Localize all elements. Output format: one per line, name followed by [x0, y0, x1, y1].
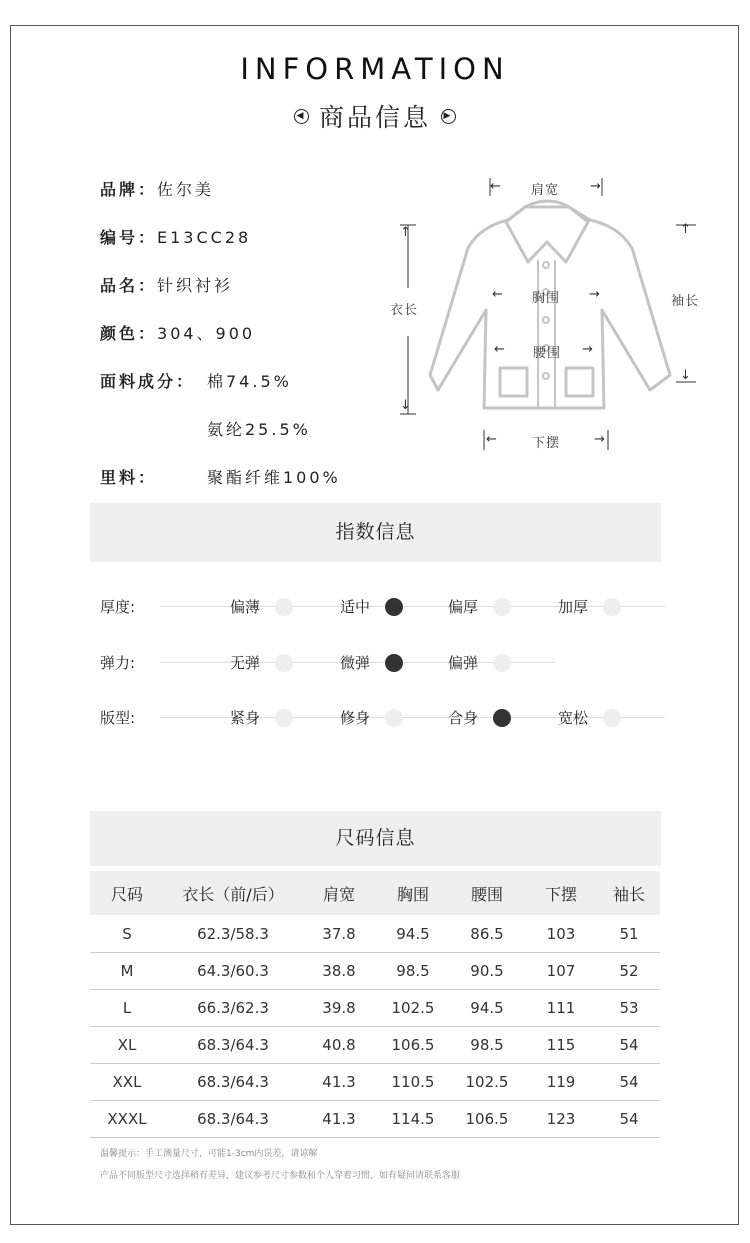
note-measurement: 温馨提示：手工测量尺寸，可能1-3cm内误差，请谅解 [100, 1149, 318, 1159]
info-name-value: 针织衬衫 [157, 276, 234, 295]
size-cell: 53 [598, 990, 660, 1027]
index-option: 合身 [448, 709, 479, 727]
index-option: 偏薄 [230, 598, 261, 616]
size-cell: 54 [598, 1101, 660, 1138]
size-cell: 62.3/58.3 [164, 915, 302, 953]
dim-length-label: 衣长 [390, 303, 419, 318]
info-name-label: 品名： [100, 276, 158, 295]
info-code-label: 编号： [100, 228, 158, 247]
size-cell: 68.3/64.3 [164, 1027, 302, 1064]
arrow-left-circle-icon: ◀ [294, 109, 309, 124]
size-col-header: 衣长（前/后） [164, 871, 302, 915]
info-name [100, 273, 233, 296]
index-row-label: 厚度: [100, 598, 136, 616]
size-cell: 66.3/62.3 [164, 990, 302, 1027]
info-fabric [100, 369, 195, 392]
index-row-fit [100, 706, 670, 730]
index-dot [275, 654, 293, 672]
shirt-collar [506, 207, 588, 262]
size-table-header-row [90, 871, 660, 915]
size-cell: M [90, 953, 164, 990]
info-fabric-label: 面料成分： [100, 372, 196, 391]
size-cell: 39.8 [302, 990, 376, 1027]
title-chinese [0, 98, 750, 134]
index-dot [275, 598, 293, 616]
size-cell: 110.5 [376, 1064, 450, 1101]
dim-shoulder-arrow-left-icon: ← [490, 179, 502, 194]
size-cell: L [90, 990, 164, 1027]
dim-chest-arrow-right-icon: → [589, 287, 601, 302]
size-table-row [90, 1064, 660, 1101]
size-cell: 68.3/64.3 [164, 1064, 302, 1101]
info-brand [100, 177, 214, 200]
dim-sleeve-label: 袖长 [671, 294, 700, 309]
index-option: 宽松 [558, 709, 589, 727]
size-table-row [90, 953, 660, 990]
info-color-value: 304、900 [157, 324, 256, 343]
index-row-label: 弹力: [100, 654, 136, 672]
index-dot [493, 598, 511, 616]
size-cell: 111 [524, 990, 598, 1027]
dim-hem-arrow-right-icon: → [594, 432, 606, 447]
dim-chest-arrow-left-icon: ← [492, 287, 504, 302]
info-lining-label: 里料： [100, 468, 158, 487]
index-option: 修身 [340, 709, 371, 727]
arrow-right-circle-icon: ▶ [441, 109, 456, 124]
size-col-header: 尺码 [90, 871, 164, 915]
index-dot [493, 654, 511, 672]
size-table-row [90, 1027, 660, 1064]
dim-hem-arrow-left-icon: ← [486, 432, 498, 447]
size-table-row [90, 990, 660, 1027]
dim-shoulder-label: 肩宽 [531, 183, 560, 198]
index-row-thickness [100, 595, 670, 619]
size-cell: 54 [598, 1064, 660, 1101]
dim-chest-label: 胸围 [532, 291, 561, 306]
dim-waist-arrow-left-icon: ← [494, 342, 506, 357]
title-chinese-text: 商品信息 [318, 103, 431, 132]
index-dot-selected [385, 654, 403, 672]
note-fit-advice: 产品不同版型尺寸选择稍有差异，建议参考尺寸参数和个人穿着习惯，如有疑问请联系客服 [100, 1171, 461, 1181]
info-lining [100, 465, 157, 488]
size-col-header: 胸围 [376, 871, 450, 915]
index-section-header: 指数信息 [90, 503, 661, 562]
size-table [90, 871, 660, 1138]
info-code [100, 225, 251, 248]
index-dot-selected [493, 709, 511, 727]
size-cell: 115 [524, 1027, 598, 1064]
info-lining-value: 聚酯纤维100% [207, 468, 341, 487]
dim-sleeve-arrow-down-icon: ↓ [680, 368, 692, 383]
size-cell: 41.3 [302, 1064, 376, 1101]
info-brand-label: 品牌： [100, 180, 158, 199]
size-cell: 102.5 [376, 990, 450, 1027]
size-table-row [90, 915, 660, 953]
size-section-header: 尺码信息 [90, 811, 661, 866]
info-fabric-value-1: 棉74.5% [207, 372, 292, 391]
size-cell: 52 [598, 953, 660, 990]
index-dot [603, 598, 621, 616]
size-col-header: 下摆 [524, 871, 598, 915]
index-option: 微弹 [340, 654, 371, 672]
index-option: 紧身 [230, 709, 261, 727]
size-cell: XXXL [90, 1101, 164, 1138]
index-option: 无弹 [230, 654, 261, 672]
dim-waist-label: 腰围 [533, 346, 562, 361]
size-cell: XL [90, 1027, 164, 1064]
size-cell: S [90, 915, 164, 953]
dim-shoulder-arrow-right-icon: → [590, 179, 602, 194]
index-option: 偏弹 [448, 654, 479, 672]
dim-length-arrow-up-icon: ↑ [400, 225, 412, 240]
size-cell: 68.3/64.3 [164, 1101, 302, 1138]
size-cell: 106.5 [376, 1027, 450, 1064]
info-fabric-value-2: 氨纶25.5% [207, 420, 311, 439]
index-row-elasticity [100, 651, 670, 675]
size-cell: 123 [524, 1101, 598, 1138]
size-cell: 107 [524, 953, 598, 990]
index-dot [275, 709, 293, 727]
size-cell: 38.8 [302, 953, 376, 990]
index-dot-selected [385, 598, 403, 616]
size-col-header: 腰围 [450, 871, 524, 915]
info-color-label: 颜色： [100, 324, 158, 343]
index-option: 偏厚 [448, 598, 479, 616]
size-col-header: 肩宽 [302, 871, 376, 915]
size-col-header: 袖长 [598, 871, 660, 915]
info-code-value: E13CC28 [157, 228, 252, 247]
size-cell: 51 [598, 915, 660, 953]
size-cell: 54 [598, 1027, 660, 1064]
info-color [100, 321, 255, 344]
index-option: 加厚 [558, 598, 589, 616]
title-english: INFORMATION [240, 52, 510, 86]
dim-sleeve-arrow-up-icon: ↑ [680, 222, 692, 237]
size-cell: 98.5 [450, 1027, 524, 1064]
size-cell: 119 [524, 1064, 598, 1101]
size-cell: 114.5 [376, 1101, 450, 1138]
index-dot [603, 709, 621, 727]
size-cell: 90.5 [450, 953, 524, 990]
dim-hem-label: 下摆 [532, 436, 561, 451]
size-cell: XXL [90, 1064, 164, 1101]
size-cell: 102.5 [450, 1064, 524, 1101]
shirt-pocket-left [500, 368, 527, 396]
size-cell: 103 [524, 915, 598, 953]
size-cell: 106.5 [450, 1101, 524, 1138]
size-cell: 94.5 [376, 915, 450, 953]
index-dot [385, 709, 403, 727]
size-cell: 41.3 [302, 1101, 376, 1138]
size-cell: 86.5 [450, 915, 524, 953]
size-cell: 37.8 [302, 915, 376, 953]
size-table-row [90, 1101, 660, 1138]
size-cell: 64.3/60.3 [164, 953, 302, 990]
size-cell: 98.5 [376, 953, 450, 990]
index-option: 适中 [340, 598, 371, 616]
info-brand-value: 佐尔美 [157, 180, 215, 199]
shirt-diagram [380, 170, 710, 460]
dim-length-arrow-down-icon: ↓ [400, 398, 412, 413]
shirt-pocket-right [566, 368, 593, 396]
dim-waist-arrow-right-icon: → [582, 342, 594, 357]
size-cell: 94.5 [450, 990, 524, 1027]
size-cell: 40.8 [302, 1027, 376, 1064]
index-row-label: 版型: [100, 709, 136, 727]
